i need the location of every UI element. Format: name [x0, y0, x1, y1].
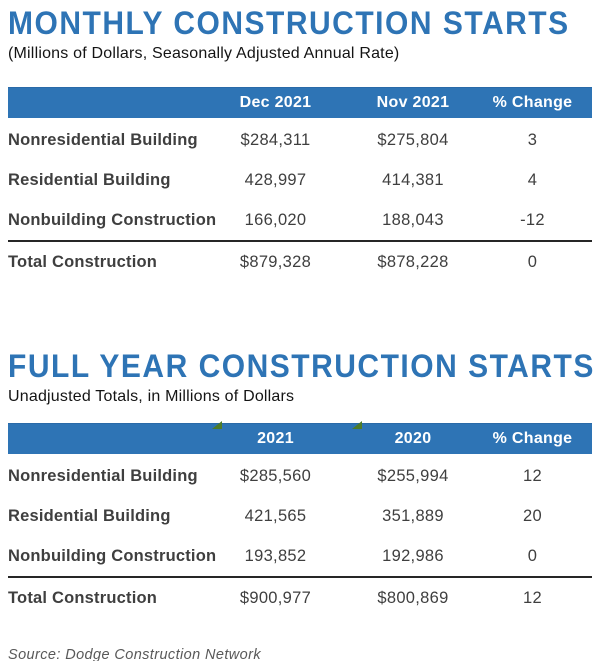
- column-header-pct-change: % Change: [492, 94, 573, 111]
- column-header-dec-2021: Dec 2021: [239, 94, 312, 111]
- pct-change-cell: 3: [527, 130, 538, 149]
- total-row: [8, 576, 592, 618]
- monthly-table: [8, 87, 592, 282]
- column-header-pct-change: % Change: [492, 430, 573, 447]
- pct-change-cell: 4: [527, 170, 538, 189]
- pct-change-cell: -12: [520, 210, 545, 229]
- full-year-subtitle: Unadjusted Totals, in Millions of Dollars: [8, 388, 295, 405]
- row-label: Nonresidential Building: [8, 130, 198, 149]
- column-header-nov-2021: Nov 2021: [376, 94, 450, 111]
- column-header-2020: 2020: [394, 430, 432, 447]
- row-label: Total Construction: [8, 252, 158, 271]
- row-label: Residential Building: [8, 506, 171, 525]
- monthly-table-header-row: [8, 87, 592, 118]
- pct-change-cell: 0: [527, 252, 538, 271]
- full-year-table: [8, 423, 592, 618]
- monthly-subtitle: (Millions of Dollars, Seasonally Adjusted Annual Rate): [8, 45, 400, 62]
- full-year-title: FULL YEAR CONSTRUCTION STARTS: [8, 348, 595, 385]
- table-row: [8, 496, 592, 536]
- pct-change-cell: 12: [523, 588, 542, 607]
- pct-change-cell: 12: [523, 466, 542, 485]
- value-cell: $284,311: [240, 130, 311, 149]
- monthly-title: MONTHLY CONSTRUCTION STARTS: [8, 5, 570, 42]
- table-row: [8, 456, 592, 496]
- value-cell: 414,381: [382, 170, 444, 189]
- green-triangle-artifact-icon: [212, 421, 222, 429]
- value-cell: $255,994: [377, 466, 449, 485]
- row-label: Nonbuilding Construction: [8, 210, 217, 229]
- value-cell: $879,328: [239, 252, 312, 271]
- table-row: [8, 160, 592, 200]
- value-cell: 188,043: [382, 210, 444, 229]
- row-label: Nonresidential Building: [8, 466, 198, 485]
- value-cell: 166,020: [244, 210, 307, 229]
- table-row: [8, 536, 592, 576]
- full-year-table-body: [8, 454, 592, 618]
- table-row: [8, 200, 592, 240]
- pct-change-cell: 0: [527, 546, 538, 565]
- value-cell: 351,889: [382, 506, 444, 525]
- monthly-table-body: [8, 118, 592, 282]
- table-row: [8, 120, 592, 160]
- value-cell: $285,560: [239, 466, 312, 485]
- value-cell: 192,986: [382, 546, 444, 565]
- value-cell: $275,804: [377, 130, 449, 149]
- value-cell: 421,565: [244, 506, 307, 525]
- row-label: Residential Building: [8, 170, 171, 189]
- column-header-2021: 2021: [257, 430, 294, 447]
- monthly-section: [8, 5, 592, 282]
- value-cell: $800,869: [377, 588, 449, 607]
- green-triangle-artifact-icon: [352, 421, 362, 429]
- value-cell: 193,852: [244, 546, 307, 565]
- full-year-section: [8, 348, 595, 618]
- value-cell: 428,997: [244, 170, 307, 189]
- total-row: [8, 240, 592, 282]
- pct-change-cell: 20: [523, 506, 542, 525]
- value-cell: $900,977: [239, 588, 312, 607]
- full-year-table-header-row: [8, 423, 592, 454]
- value-cell: $878,228: [377, 252, 449, 271]
- source-credit: Source: Dodge Construction Network: [8, 647, 261, 661]
- row-label: Total Construction: [8, 588, 158, 607]
- row-label: Nonbuilding Construction: [8, 546, 217, 565]
